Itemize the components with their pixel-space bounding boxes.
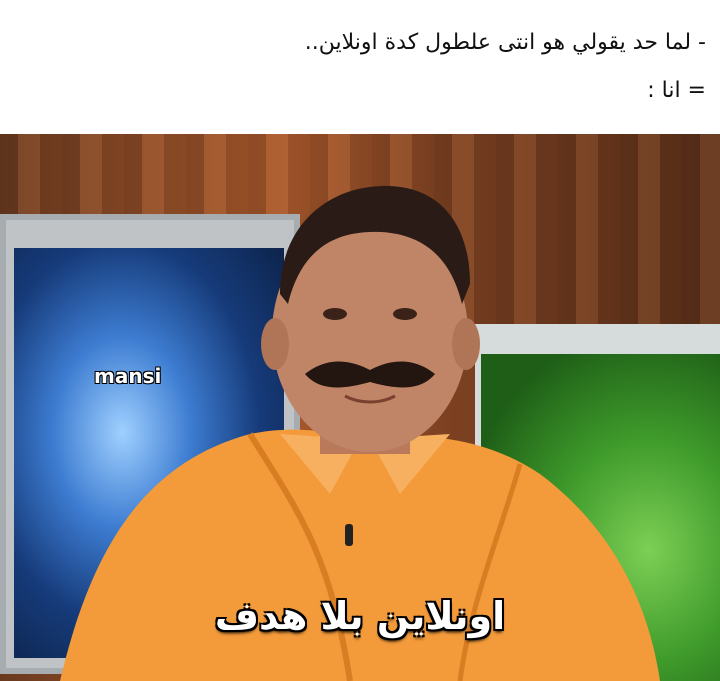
- meme-photo: [0, 134, 720, 681]
- caption-line-2: = انا :: [647, 78, 706, 103]
- caption-line-1: - لما حد يقولي هو انتى علطول كدة اونلاين..: [304, 30, 706, 55]
- subtitle-text: اونلاين بلا هدف: [214, 594, 506, 638]
- caption-area: [0, 0, 720, 134]
- watermark-text: mansi: [94, 364, 162, 388]
